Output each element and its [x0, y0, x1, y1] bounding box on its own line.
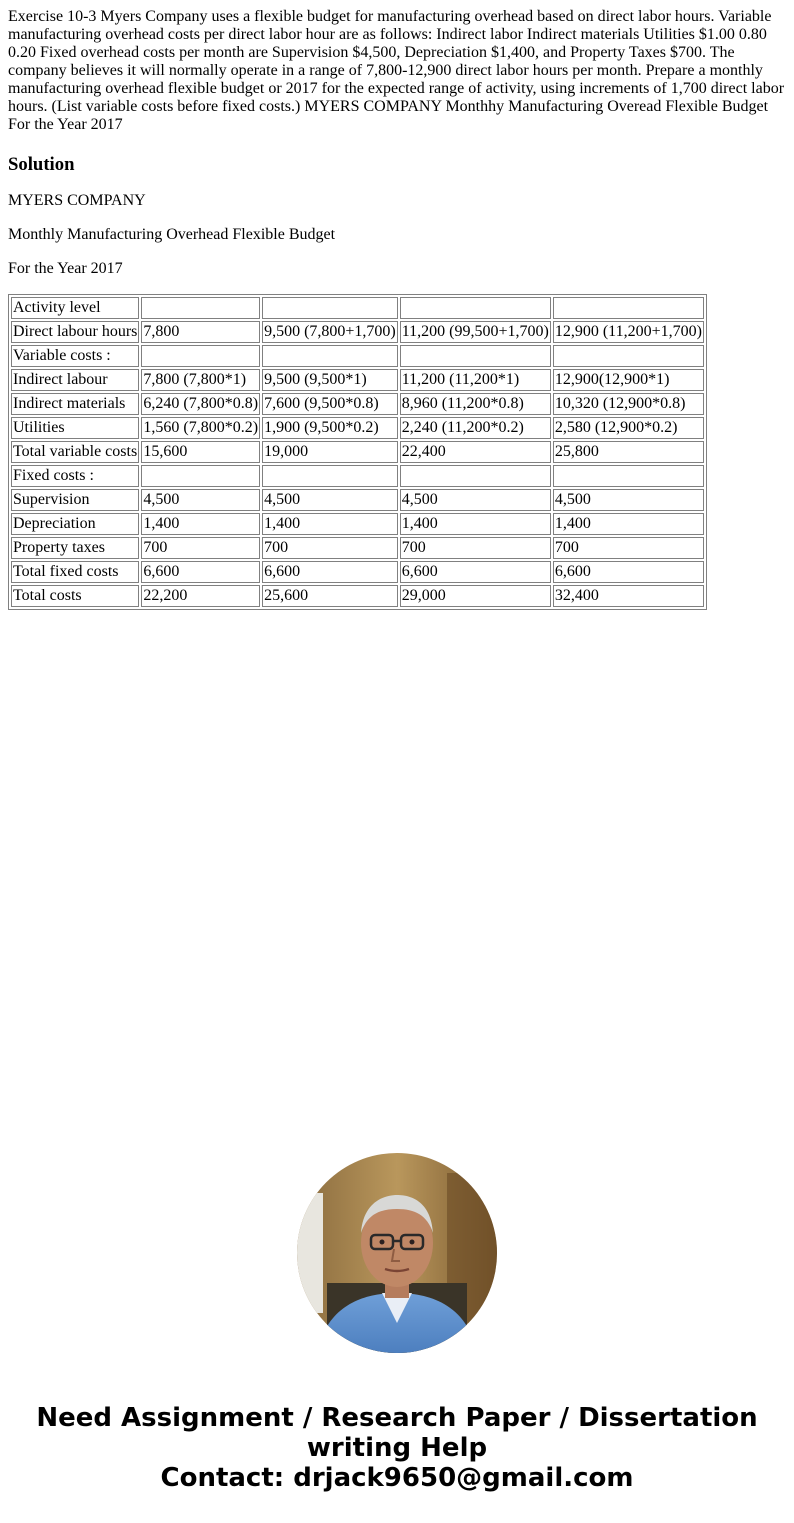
value-cell: 11,200 (99,500+1,700)	[400, 321, 551, 343]
value-cell: 1,400	[262, 513, 398, 535]
value-cell: 22,200	[141, 585, 260, 607]
row-label-cell: Indirect labour	[11, 369, 139, 391]
row-label-cell: Depreciation	[11, 513, 139, 535]
value-cell: 1,400	[400, 513, 551, 535]
value-cell: 1,400	[141, 513, 260, 535]
row-label-cell: Utilities	[11, 417, 139, 439]
value-cell: 700	[553, 537, 704, 559]
value-cell	[553, 345, 704, 367]
value-cell: 6,600	[141, 561, 260, 583]
table-row	[11, 441, 704, 463]
table-row	[11, 393, 704, 415]
value-cell: 15,600	[141, 441, 260, 463]
value-cell: 19,000	[262, 441, 398, 463]
flexible-budget-table	[8, 294, 707, 610]
value-cell: 9,500 (9,500*1)	[262, 369, 398, 391]
value-cell: 2,240 (11,200*0.2)	[400, 417, 551, 439]
value-cell: 7,600 (9,500*0.8)	[262, 393, 398, 415]
document-body	[8, 8, 786, 610]
table-row	[11, 585, 704, 607]
budget-period: For the Year 2017	[8, 260, 123, 277]
value-cell: 1,900 (9,500*0.2)	[262, 417, 398, 439]
solution-heading: Solution	[8, 154, 75, 175]
table-row	[11, 513, 704, 535]
value-cell	[141, 345, 260, 367]
row-label-cell: Fixed costs :	[11, 465, 139, 487]
row-label-cell: Property taxes	[11, 537, 139, 559]
company-name: MYERS COMPANY	[8, 192, 146, 209]
promo-banner	[0, 1403, 794, 1493]
value-cell	[262, 297, 398, 319]
value-cell: 12,900(12,900*1)	[553, 369, 704, 391]
value-cell: 12,900 (11,200+1,700)	[553, 321, 704, 343]
value-cell: 4,500	[141, 489, 260, 511]
value-cell: 4,500	[400, 489, 551, 511]
row-label-cell: Direct labour hours	[11, 321, 139, 343]
value-cell	[400, 297, 551, 319]
value-cell: 6,600	[400, 561, 551, 583]
row-label-cell: Supervision	[11, 489, 139, 511]
question-text: Exercise 10-3 Myers Company uses a flexible budget for manufacturing overhead based on direct labor hours. Variable manufacturing overhead costs per direct labor hour are as follows: Indirect labor Indirect materials Utilities $1.00 0.80 0.20 Fixed overhead costs per month are Supervision $4,500, Depreciation $1,400, and Property Taxes $700. The company believes it will normally operate in a range of 7,800-12,900 direct labor hours per month. Prepare a monthly manufacturing overhead flexible budget or 2017 for the expected range of activity, using increments of 1,700 direct labor hours. (List variable costs before fixed costs.) MYERS COMPANY Monthhy Manufacturing Overead Flexible Budget For the Year 2017	[8, 8, 785, 133]
value-cell: 10,320 (12,900*0.8)	[553, 393, 704, 415]
budget-title: Monthly Manufacturing Overhead Flexible Budget	[8, 226, 336, 243]
value-cell	[400, 465, 551, 487]
row-label-cell: Total variable costs	[11, 441, 139, 463]
author-avatar	[297, 1153, 497, 1353]
value-cell	[262, 345, 398, 367]
promo-line-2: writing Help	[306, 1433, 488, 1463]
value-cell: 29,000	[400, 585, 551, 607]
value-cell	[553, 297, 704, 319]
value-cell: 6,600	[262, 561, 398, 583]
row-label-cell: Total costs	[11, 585, 139, 607]
value-cell: 6,240 (7,800*0.8)	[141, 393, 260, 415]
value-cell: 700	[400, 537, 551, 559]
value-cell	[553, 465, 704, 487]
promo-line-1: Need Assignment / Research Paper / Dissertation	[36, 1403, 758, 1433]
table-row	[11, 297, 704, 319]
row-label-cell: Variable costs :	[11, 345, 139, 367]
table-row	[11, 489, 704, 511]
value-cell: 32,400	[553, 585, 704, 607]
table-row	[11, 417, 704, 439]
value-cell	[141, 465, 260, 487]
table-row	[11, 465, 704, 487]
value-cell: 7,800	[141, 321, 260, 343]
value-cell: 25,600	[262, 585, 398, 607]
value-cell: 6,600	[553, 561, 704, 583]
value-cell: 7,800 (7,800*1)	[141, 369, 260, 391]
row-label-cell: Activity level	[11, 297, 139, 319]
value-cell	[400, 345, 551, 367]
value-cell: 22,400	[400, 441, 551, 463]
value-cell: 4,500	[553, 489, 704, 511]
value-cell	[141, 297, 260, 319]
promo-contact: Contact: drjack9650@gmail.com	[160, 1463, 634, 1493]
value-cell: 8,960 (11,200*0.8)	[400, 393, 551, 415]
value-cell: 700	[262, 537, 398, 559]
row-label-cell: Indirect materials	[11, 393, 139, 415]
value-cell: 25,800	[553, 441, 704, 463]
table-row	[11, 345, 704, 367]
value-cell: 4,500	[262, 489, 398, 511]
value-cell: 700	[141, 537, 260, 559]
value-cell: 11,200 (11,200*1)	[400, 369, 551, 391]
table-row	[11, 561, 704, 583]
value-cell: 1,400	[553, 513, 704, 535]
value-cell: 1,560 (7,800*0.2)	[141, 417, 260, 439]
portrait-image	[297, 1153, 497, 1353]
value-cell: 2,580 (12,900*0.2)	[553, 417, 704, 439]
table-row	[11, 321, 704, 343]
value-cell: 9,500 (7,800+1,700)	[262, 321, 398, 343]
table-row	[11, 369, 704, 391]
table-row	[11, 537, 704, 559]
row-label-cell: Total fixed costs	[11, 561, 139, 583]
value-cell	[262, 465, 398, 487]
